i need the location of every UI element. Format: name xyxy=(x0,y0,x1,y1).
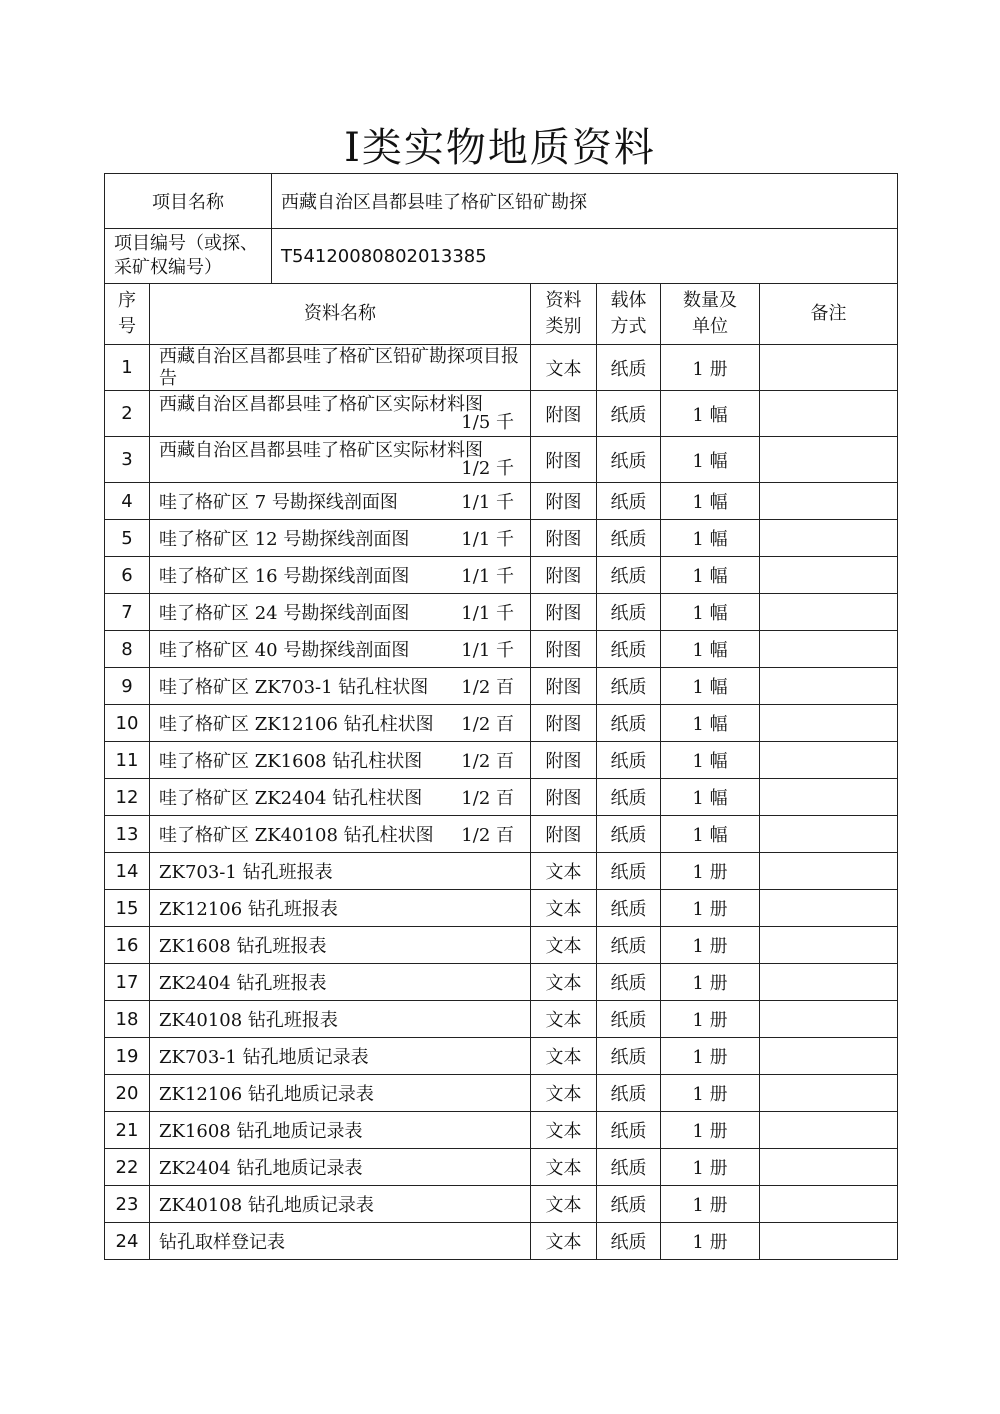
row-category: 附图 xyxy=(531,668,597,705)
row-name xyxy=(150,437,531,483)
row-name-text: 哇了格矿区 ZK1608 钻孔柱状图 xyxy=(159,751,423,772)
table-row xyxy=(105,816,898,853)
row-name xyxy=(150,668,531,705)
row-category: 文本 xyxy=(531,853,597,890)
row-name-text: ZK12106 钻孔班报表 xyxy=(159,899,338,920)
row-qty: 1 册 xyxy=(661,1075,760,1112)
row-seq: 3 xyxy=(105,437,150,483)
row-name xyxy=(150,890,531,927)
row-category: 附图 xyxy=(531,742,597,779)
table-row xyxy=(105,705,898,742)
row-seq: 15 xyxy=(105,890,150,927)
row-carrier: 纸质 xyxy=(597,964,661,1001)
row-note xyxy=(760,742,898,779)
row-name xyxy=(150,1112,531,1149)
row-note xyxy=(760,1223,898,1260)
row-carrier: 纸质 xyxy=(597,345,661,391)
row-seq: 18 xyxy=(105,1001,150,1038)
table-row xyxy=(105,668,898,705)
row-category: 文本 xyxy=(531,1149,597,1186)
row-seq: 10 xyxy=(105,705,150,742)
row-carrier: 纸质 xyxy=(597,1038,661,1075)
table-row xyxy=(105,594,898,631)
row-name xyxy=(150,520,531,557)
table-row xyxy=(105,1075,898,1112)
row-category: 文本 xyxy=(531,1038,597,1075)
row-name-text: 哇了格矿区 12 号勘探线剖面图 xyxy=(159,529,410,550)
row-name xyxy=(150,1075,531,1112)
project-code-label: 项目编号（或探、采矿权编号） xyxy=(105,229,272,284)
row-seq: 16 xyxy=(105,927,150,964)
row-note xyxy=(760,520,898,557)
row-name xyxy=(150,594,531,631)
row-seq: 6 xyxy=(105,557,150,594)
row-qty: 1 幅 xyxy=(661,594,760,631)
row-name-text: 西藏自治区昌都县哇了格矿区铅矿勘探项目报告 xyxy=(159,345,519,389)
col-header-qty: 数量及单位 xyxy=(661,284,760,345)
row-name-text: 哇了格矿区 16 号勘探线剖面图 xyxy=(159,566,410,587)
row-scale: 1/1 千 xyxy=(461,492,514,513)
table-row xyxy=(105,345,898,391)
row-category: 附图 xyxy=(531,779,597,816)
table-row xyxy=(105,1223,898,1260)
row-carrier: 纸质 xyxy=(597,890,661,927)
row-qty: 1 幅 xyxy=(661,483,760,520)
row-category: 文本 xyxy=(531,964,597,1001)
row-name xyxy=(150,391,531,437)
row-name-text: ZK1608 钻孔地质记录表 xyxy=(159,1121,363,1142)
row-name xyxy=(150,557,531,594)
row-name xyxy=(150,631,531,668)
table-row xyxy=(105,520,898,557)
row-seq: 21 xyxy=(105,1112,150,1149)
row-seq: 24 xyxy=(105,1223,150,1260)
table-row xyxy=(105,779,898,816)
row-scale: 1/1 千 xyxy=(461,603,514,624)
row-name-text: ZK40108 钻孔地质记录表 xyxy=(159,1195,374,1216)
row-name-text: ZK703-1 钻孔班报表 xyxy=(159,862,333,883)
row-scale: 1/2 百 xyxy=(461,825,514,846)
row-seq: 7 xyxy=(105,594,150,631)
row-scale: 1/2 百 xyxy=(461,714,514,735)
row-qty: 1 幅 xyxy=(661,742,760,779)
row-name xyxy=(150,1038,531,1075)
row-name xyxy=(150,964,531,1001)
row-seq: 20 xyxy=(105,1075,150,1112)
row-note xyxy=(760,927,898,964)
project-name-row xyxy=(105,174,898,229)
row-name-text: ZK2404 钻孔地质记录表 xyxy=(159,1158,363,1179)
row-category: 文本 xyxy=(531,890,597,927)
row-seq: 23 xyxy=(105,1186,150,1223)
row-seq: 4 xyxy=(105,483,150,520)
row-category: 文本 xyxy=(531,1001,597,1038)
row-carrier: 纸质 xyxy=(597,927,661,964)
row-qty: 1 幅 xyxy=(661,437,760,483)
row-note xyxy=(760,853,898,890)
row-carrier: 纸质 xyxy=(597,437,661,483)
project-code-value: T54120080802013385 xyxy=(272,229,898,284)
row-qty: 1 册 xyxy=(661,1186,760,1223)
row-carrier: 纸质 xyxy=(597,483,661,520)
row-qty: 1 幅 xyxy=(661,779,760,816)
row-note xyxy=(760,631,898,668)
row-name-text: ZK40108 钻孔班报表 xyxy=(159,1010,338,1031)
table-row xyxy=(105,437,898,483)
row-seq: 22 xyxy=(105,1149,150,1186)
col-header-name: 资料名称 xyxy=(150,284,531,345)
row-seq: 5 xyxy=(105,520,150,557)
row-scale: 1/5 千 xyxy=(461,411,514,433)
row-qty: 1 册 xyxy=(661,1149,760,1186)
row-category: 附图 xyxy=(531,631,597,668)
row-note xyxy=(760,779,898,816)
row-name xyxy=(150,1149,531,1186)
row-note xyxy=(760,557,898,594)
column-header-row xyxy=(105,284,898,345)
row-category: 文本 xyxy=(531,927,597,964)
table-row xyxy=(105,1001,898,1038)
row-seq: 11 xyxy=(105,742,150,779)
col-header-note: 备注 xyxy=(760,284,898,345)
row-seq: 2 xyxy=(105,391,150,437)
table-row xyxy=(105,557,898,594)
row-scale: 1/2 百 xyxy=(461,751,514,772)
row-note xyxy=(760,816,898,853)
row-qty: 1 册 xyxy=(661,927,760,964)
row-note xyxy=(760,1038,898,1075)
row-name xyxy=(150,705,531,742)
table-row xyxy=(105,742,898,779)
row-seq: 14 xyxy=(105,853,150,890)
project-code-row xyxy=(105,229,898,284)
row-qty: 1 册 xyxy=(661,890,760,927)
col-header-seq: 序号 xyxy=(105,284,150,345)
row-name-text: ZK703-1 钻孔地质记录表 xyxy=(159,1047,369,1068)
row-carrier: 纸质 xyxy=(597,1149,661,1186)
row-carrier: 纸质 xyxy=(597,742,661,779)
row-qty: 1 册 xyxy=(661,345,760,391)
row-name-text: 哇了格矿区 40 号勘探线剖面图 xyxy=(159,640,410,661)
row-name xyxy=(150,742,531,779)
row-carrier: 纸质 xyxy=(597,1186,661,1223)
row-note xyxy=(760,1075,898,1112)
row-name xyxy=(150,816,531,853)
row-note xyxy=(760,345,898,391)
row-note xyxy=(760,1112,898,1149)
row-note xyxy=(760,1001,898,1038)
row-category: 附图 xyxy=(531,594,597,631)
row-qty: 1 册 xyxy=(661,853,760,890)
row-seq: 1 xyxy=(105,345,150,391)
row-carrier: 纸质 xyxy=(597,631,661,668)
row-scale: 1/1 千 xyxy=(461,566,514,587)
row-category: 文本 xyxy=(531,345,597,391)
row-seq: 17 xyxy=(105,964,150,1001)
row-name xyxy=(150,1001,531,1038)
table-row xyxy=(105,1038,898,1075)
table-row xyxy=(105,631,898,668)
row-qty: 1 幅 xyxy=(661,631,760,668)
row-note xyxy=(760,391,898,437)
row-qty: 1 册 xyxy=(661,1001,760,1038)
row-note xyxy=(760,668,898,705)
row-name-text: ZK2404 钻孔班报表 xyxy=(159,973,327,994)
row-name-text: ZK12106 钻孔地质记录表 xyxy=(159,1084,374,1105)
table-row xyxy=(105,483,898,520)
col-header-carrier: 载体方式 xyxy=(597,284,661,345)
row-note xyxy=(760,483,898,520)
row-name xyxy=(150,345,531,391)
row-category: 文本 xyxy=(531,1223,597,1260)
row-carrier: 纸质 xyxy=(597,1112,661,1149)
row-note xyxy=(760,594,898,631)
row-note xyxy=(760,890,898,927)
row-qty: 1 幅 xyxy=(661,557,760,594)
row-category: 附图 xyxy=(531,391,597,437)
row-carrier: 纸质 xyxy=(597,1001,661,1038)
row-name-text: 哇了格矿区 ZK2404 钻孔柱状图 xyxy=(159,788,423,809)
row-carrier: 纸质 xyxy=(597,668,661,705)
row-seq: 9 xyxy=(105,668,150,705)
row-name-text: 西藏自治区昌都县哇了格矿区实际材料图 xyxy=(159,439,483,461)
row-seq: 8 xyxy=(105,631,150,668)
row-category: 附图 xyxy=(531,705,597,742)
row-name-text: 哇了格矿区 ZK12106 钻孔柱状图 xyxy=(159,714,434,735)
row-note xyxy=(760,964,898,1001)
row-carrier: 纸质 xyxy=(597,816,661,853)
row-category: 附图 xyxy=(531,483,597,520)
row-category: 附图 xyxy=(531,437,597,483)
row-carrier: 纸质 xyxy=(597,391,661,437)
row-qty: 1 册 xyxy=(661,1223,760,1260)
table-row xyxy=(105,1149,898,1186)
row-name xyxy=(150,779,531,816)
row-qty: 1 幅 xyxy=(661,816,760,853)
row-qty: 1 幅 xyxy=(661,391,760,437)
row-note xyxy=(760,1186,898,1223)
row-category: 文本 xyxy=(531,1186,597,1223)
row-category: 附图 xyxy=(531,520,597,557)
table-row xyxy=(105,964,898,1001)
row-qty: 1 幅 xyxy=(661,520,760,557)
row-category: 附图 xyxy=(531,816,597,853)
table-row xyxy=(105,927,898,964)
row-scale: 1/1 千 xyxy=(461,640,514,661)
row-seq: 13 xyxy=(105,816,150,853)
row-seq: 12 xyxy=(105,779,150,816)
row-carrier: 纸质 xyxy=(597,853,661,890)
row-scale: 1/2 百 xyxy=(461,788,514,809)
row-note xyxy=(760,437,898,483)
row-qty: 1 册 xyxy=(661,1112,760,1149)
row-name-text: 哇了格矿区 24 号勘探线剖面图 xyxy=(159,603,410,624)
row-carrier: 纸质 xyxy=(597,520,661,557)
row-name xyxy=(150,853,531,890)
table-row xyxy=(105,391,898,437)
row-category: 文本 xyxy=(531,1112,597,1149)
row-carrier: 纸质 xyxy=(597,557,661,594)
row-name-text: 哇了格矿区 ZK703-1 钻孔柱状图 xyxy=(159,677,429,698)
row-category: 文本 xyxy=(531,1075,597,1112)
row-carrier: 纸质 xyxy=(597,1223,661,1260)
row-name-text: ZK1608 钻孔班报表 xyxy=(159,936,327,957)
row-name-text: 哇了格矿区 ZK40108 钻孔柱状图 xyxy=(159,825,434,846)
row-carrier: 纸质 xyxy=(597,1075,661,1112)
row-name-text: 西藏自治区昌都县哇了格矿区实际材料图 xyxy=(159,393,483,415)
table-row xyxy=(105,853,898,890)
row-carrier: 纸质 xyxy=(597,779,661,816)
row-name xyxy=(150,1223,531,1260)
table-row xyxy=(105,1186,898,1223)
row-carrier: 纸质 xyxy=(597,705,661,742)
row-note xyxy=(760,1149,898,1186)
table-row xyxy=(105,890,898,927)
row-name-text: 钻孔取样登记表 xyxy=(159,1232,285,1253)
row-name xyxy=(150,1186,531,1223)
materials-table xyxy=(104,173,898,1260)
row-qty: 1 幅 xyxy=(661,668,760,705)
row-qty: 1 册 xyxy=(661,964,760,1001)
row-name xyxy=(150,927,531,964)
row-category: 附图 xyxy=(531,557,597,594)
table-row xyxy=(105,1112,898,1149)
row-scale: 1/2 百 xyxy=(461,677,514,698)
page-title: Ⅰ类实物地质资料 xyxy=(344,125,656,171)
row-scale: 1/1 千 xyxy=(461,529,514,550)
row-note xyxy=(760,705,898,742)
row-name xyxy=(150,483,531,520)
row-qty: 1 幅 xyxy=(661,705,760,742)
project-name-value: 西藏自治区昌都县哇了格矿区铅矿勘探 xyxy=(272,174,898,229)
row-name-text: 哇了格矿区 7 号勘探线剖面图 xyxy=(159,492,398,513)
col-header-category: 资料类别 xyxy=(531,284,597,345)
project-name-label: 项目名称 xyxy=(105,174,272,229)
row-qty: 1 册 xyxy=(661,1038,760,1075)
row-scale: 1/2 千 xyxy=(461,457,514,479)
row-carrier: 纸质 xyxy=(597,594,661,631)
row-seq: 19 xyxy=(105,1038,150,1075)
